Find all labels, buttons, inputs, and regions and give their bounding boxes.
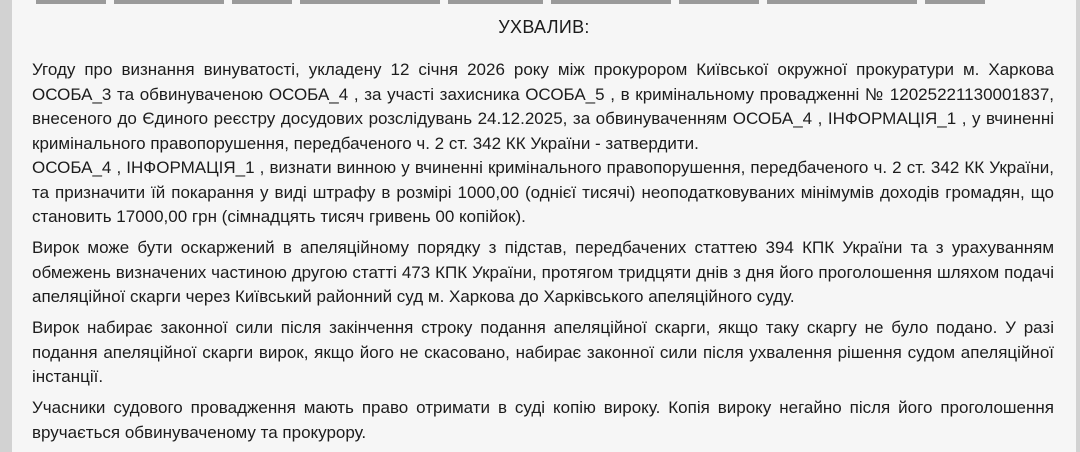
- paragraph-legal-force: Вирок набирає законної сили після закінчення строку подання апеляційної скарги, якщо таку скаргу не було подано. У разі подання апеляційної скарги вирок, якщо його не скасовано, набирає законної сили після ухвалення рішення судом апеляційної інстанції.: [32, 318, 1054, 386]
- paragraph-copy-right: Учасники судового провадження мають право отримати в суді копію вироку. Копія вироку негайно після його проголошення вручається обвинуваченому та прокурору.: [32, 398, 1054, 442]
- cropped-previous-line: [36, 0, 1066, 4]
- paragraph-appeal: Вирок може бути оскаржений в апеляційному порядку з підстав, передбачених статтею 394 КПК України та з урахуванням обмежень визначених частиною другою статті 473 КПК України, протягом тридцяти днів з дня його проголошення шляхом подачі апеляційної скарги через Київський районний суд м. Харкова до Харківського апеляційного суду.: [32, 238, 1054, 306]
- paragraph-approve-agreement: Угоду про визнання винуватості, укладену 12 січня 2026 року між прокурором Київської окружної прокуратури м. Харкова ОСОБА_3 та обвинуваченою ОСОБА_4 , за участі захисника ОСОБА_5 , в кримінальному провадженні № 12025221130001837, внесеного до Єдиного реєстру досудових розслідувань 24.12.2025, за обвинуваченням ОСОБА_4 , ІНФОРМАЦІЯ_1 , у вчиненні кримінального правопорушення, передбаченого ч. 2 ст. 342 КК України - затвердити.: [32, 60, 1054, 153]
- verdict-heading: УХВАЛИВ:: [498, 17, 590, 37]
- document-page: [12, 0, 1076, 452]
- paragraph-sentence: ОСОБА_4 , ІНФОРМАЦІЯ_1 , визнати винною у вчиненні кримінального правопорушення, передбаченого ч. 2 ст. 342 КК України, та призначити їй покарання у виді штрафу в розмірі 1000,00 (однієї тисячі) неоподатковуваних мінімумів доходів громадян, що становить 17000,00 грн (сімнадцять тисяч гривень 00 копійок).: [32, 158, 1054, 226]
